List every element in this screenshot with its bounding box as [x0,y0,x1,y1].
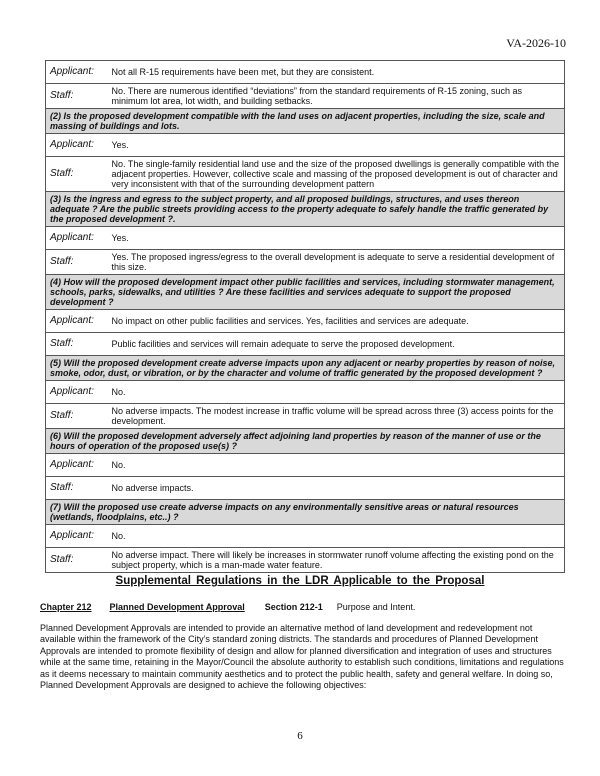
respondent-label: Applicant: [46,227,108,250]
respondent-label: Applicant: [46,310,108,333]
response-text: No impact on other public facilities and services. Yes, facilities and services are adequate. [108,310,565,333]
question-row [46,275,565,310]
answer-row [46,227,565,250]
response-text: No adverse impacts. [108,477,565,500]
answer-row [46,525,565,548]
answer-row [46,548,565,573]
answer-row [46,250,565,275]
response-text: No adverse impacts. The modest increase in traffic volume will be spread across three (3) access points for the development. [108,404,565,429]
respondent-label: Staff: [46,250,108,275]
response-text: No adverse impact. There will likely be increases in stormwater runoff volume affecting the existing pond on the subject property, which is a man-made water feature. [108,548,565,573]
respondent-label: Staff: [46,404,108,429]
response-text: No. [108,454,565,477]
section-title: Purpose and Intent. [336,602,416,612]
response-text: No. [108,381,565,404]
answer-row [46,157,565,192]
answer-row [46,454,565,477]
chapter-title: Planned Development Approval [109,602,245,612]
question-row [46,429,565,454]
respondent-label: Applicant: [46,61,108,84]
answer-row [46,61,565,84]
review-criteria-table [45,60,565,573]
page-number: 6 [297,730,303,742]
response-text: Public facilities and services will remain adequate to serve the proposed development. [108,333,565,356]
section-heading: Supplemental Regulations in the LDR Applicable to the Proposal [115,575,485,587]
answer-row [46,310,565,333]
question-row [46,356,565,381]
answer-row [46,333,565,356]
chapter-number: Chapter 212 [40,602,92,612]
response-text: No. The single-family residential land use and the size of the proposed dwellings is generally compatible with the adjacent properties. However, collective scale and massing of the proposed development is out of character and very inconsistent with that of the surrounding development pattern [108,157,565,192]
response-text: Not all R-15 requirements have been met, but they are consistent. [108,61,565,84]
respondent-label: Applicant: [46,525,108,548]
question-row [46,192,565,227]
answer-row [46,404,565,429]
respondent-label: Applicant: [46,134,108,157]
question-text: (4) How will the proposed development impact other public facilities and services, including stormwater management, schools, parks, sidewalks, and utilities ? Are these facilities and services adequate to support the proposed development ? [46,275,565,310]
question-row [46,500,565,525]
respondent-label: Staff: [46,477,108,500]
response-text: No. There are numerous identified “deviations” from the standard requirements of R-15 zoning, such as minimum lot area, lot width, and building setbacks. [108,84,565,109]
question-text: (3) Is the ingress and egress to the subject property, and all proposed buildings, structures, and uses thereon adequate ? Are the public streets providing access to the property adequate to safely handle the traffic generated by the proposed development ?. [46,192,565,227]
chapter-line [40,602,415,612]
respondent-label: Staff: [46,84,108,109]
purpose-paragraph: Planned Development Approvals are intended to provide an alternative method of land development and redevelopment not available within the framework of the City’s standard zoning districts. The standards and procedures of Planned Development Approvals are intended to promote flexibility of design and allow for planned diversification and integration of uses and structures while at the same time, retaining in the Mayor/Council the absolute authority to establish such conditions, limitations and regulations as it deems necessary to maintain community aesthetics and to protect the public health, safety and general welfare. In doing so, Planned Development Approvals are designed to achieve the following objectives: [40,623,564,691]
answer-row [46,381,565,404]
answer-row [46,134,565,157]
respondent-label: Staff: [46,157,108,192]
response-text: Yes. The proposed ingress/egress to the overall development is adequate to serve a residential development of this size. [108,250,565,275]
response-text: Yes. [108,134,565,157]
document-id: VA-2026-10 [506,36,566,50]
respondent-label: Staff: [46,333,108,356]
question-text: (5) Will the proposed development create adverse impacts upon any adjacent or nearby properties by reason of noise, smoke, odor, dust, or vibration, or by the character and volume of traffic generated by the proposed development ? [46,356,565,381]
response-text: Yes. [108,227,565,250]
respondent-label: Applicant: [46,381,108,404]
answer-row [46,477,565,500]
question-text: (2) Is the proposed development compatible with the land uses on adjacent properties, including the size, scale and massing of buildings and lots. [46,109,565,134]
respondent-label: Staff: [46,548,108,573]
review-criteria-body [46,61,565,573]
respondent-label: Applicant: [46,454,108,477]
answer-row [46,84,565,109]
question-text: (6) Will the proposed development adversely affect adjoining land properties by reason of the manner of use or the hours of operation of the proposed use(s) ? [46,429,565,454]
question-row [46,109,565,134]
section-number: Section 212-1 [264,602,323,612]
response-text: No. [108,525,565,548]
question-text: (7) Will the proposed use create adverse impacts on any environmentally sensitive areas or natural resources (wetlands, floodplains, etc..) ? [46,500,565,525]
